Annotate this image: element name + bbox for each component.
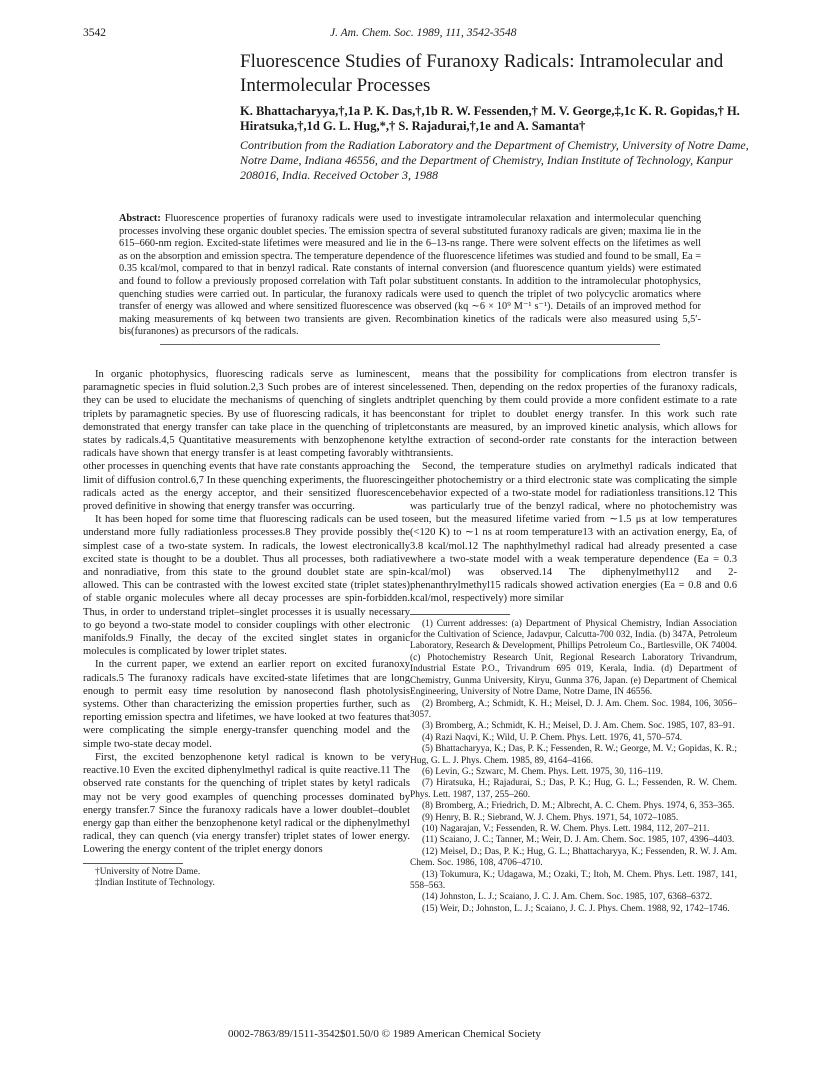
reference-item: (12) Meisel, D.; Das, P. K.; Hug, G. L.; Bhattacharyya, K.; Fessenden, R. W. J. Am. Chem. Soc. 1986, 108, 4706–4710. xyxy=(410,846,737,869)
body-paragraph: In organic photophysics, fluorescing radicals serve as luminescent, paramagnetic species in fluid solution.2,3 Such probes are of interest since they can be used to elucidate the mechanisms of quenching of singlets and triplets by paramagnetic species. By use of fluorescing radicals, it has been demonstrated that energy transfer can take place in the quenching of triplet states by radicals.4,5 Quantitative measurements with benzophenone ketyl radicals have shown that energy transfer is at least competing favorably with other processes in quenching events that have rate constants approaching the limit of diffusion control.6,7 In these quenching experiments, the fluorescing radicals acted as the energy acceptor, and their sensitized fluorescence proved definitive in showing that energy transfer was occurring. xyxy=(83,369,410,513)
reference-item: (10) Nagarajan, V.; Fessenden, R. W. Chem. Phys. Lett. 1984, 112, 207–211. xyxy=(422,823,710,834)
article-title: Fluorescence Studies of Furanoxy Radicals: Intramolecular and Intermolecular Processes xyxy=(240,51,724,96)
references-divider xyxy=(410,614,510,615)
footnote: †University of Notre Dame. xyxy=(95,866,201,877)
reference-item: (3) Bromberg, A.; Schmidt, K. H.; Meisel, D. J. Am. Chem. Soc. 1985, 107, 83–91. xyxy=(422,721,735,732)
reference-item: (15) Weir, D.; Johnston, L. J.; Scaiano, J. C. J. Phys. Chem. 1988, 92, 1742–1746. xyxy=(422,903,730,914)
abstract-label: Abstract: xyxy=(119,213,161,224)
column-left xyxy=(83,368,410,889)
reference-item: (11) Scaiano, J. C.; Tanner, M.; Weir, D. J. Am. Chem. Soc. 1985, 107, 4396–4403. xyxy=(422,835,735,846)
body-paragraph: In the current paper, we extend an earlier report on excited furanoxy radicals.5 The furanoxy radicals have excited-state lifetimes that are long enough to permit easy time resolution by nanosecond flash photolysis systems. Other than characterizing the emission properties further, such as reporting emission spectra and lifetimes, we have looked at two features that were complicating the simple energy-transfer quenching model and the simple two-state decay model. xyxy=(83,659,410,750)
page-footer: 0002-7863/89/1511-3542$01.50/0 © 1989 American Chemical Society xyxy=(228,1028,541,1040)
abstract-text: Fluorescence properties of furanoxy radicals were used to investigate intramolecular relaxation and intermolecular quenching processes involving these organic doublet species. The emission spectra of several substituted furanoxy radicals are given; maxima lie in the 615–660-nm region. Excited-state lifetimes were measured and lie in the 6–13-ns range. There were solvent effects on the lifetimes as well as on the absorption and emission spectra. The temperature dependence of the fluorescence lifetimes was studied and found to be small, Ea = 0.35 kcal/mol, compared to that in benzyl radical. Rate constants of internal conversion (and fluorescence quantum yields) were estimated and found to follow a previously proposed correlation with Taft polar substituent constants. In addition to the intramolecular photophysics, quenching studies were carried out. In particular, the furanoxy radicals were used to quench the triplet of two polycyclic aromatics where transfer of energy was allowed and where sensitized fluorescence was observed (kq ∼6 × 10⁹ M⁻¹ s⁻¹). Details of an improved method for making measurements of kq between two transients are given. Recombination kinetics of the radicals were also measured using 5,5′-bis(furanones) as precursors of the radicals. xyxy=(119,213,702,338)
page-number: 3542 xyxy=(83,27,106,39)
reference-item: (6) Levin, G.; Szwarc, M. Chem. Phys. Lett. 1975, 30, 116–119. xyxy=(422,766,663,777)
reference-item: (5) Bhattacharyya, K.; Das, P. K.; Fessenden, R. W.; George, M. V.; Gopidas, K. R.; Hug, G. L. J. Phys. Chem. 1985, 89, 4164–4166. xyxy=(410,744,737,766)
body-paragraph: means that the possibility for complications from electron transfer is lessened. Then, depending on the redox properties of the furanoxy radicals, triplet quenching by them could provide a more confident estimate to a rate constant for triplet to doublet energy transfer. In this work such rate constants are measured, by an improved kinetic analysis, which allows for the extraction of second-order rate constants for the interaction between transients. xyxy=(410,369,737,460)
reference-item: (7) Hiratsuka, H.; Rajadurai, S.; Das, P. K.; Hug, G. L.; Fessenden, R. W. Chem. Phys. Lett. 1987, 137, 255–260. xyxy=(410,778,737,800)
journal-header: J. Am. Chem. Soc. 1989, 111, 3542-3548 xyxy=(330,27,517,39)
author-list: K. Bhattacharyya,†,1a P. K. Das,†,1b R. W. Fessenden,† M. V. George,‡,1c K. R. Gopidas,† H. Hiratsuka,†,1d G. L. Hug,*,† S. Rajadurai,†,1e and A. Samanta† xyxy=(240,104,740,133)
footnote-divider xyxy=(83,863,183,864)
column-right xyxy=(410,368,737,915)
affiliation: Contribution from the Radiation Laboratory and the Department of Chemistry, University of Notre Dame, Notre Dame, Indiana 46556, and the Department of Chemistry, Indian Institute of Technology, Kanpur 208016, India. Received October 3, 1988 xyxy=(240,138,749,182)
reference-item: (14) Johnston, L. J.; Scaiano, J. C. J. Am. Chem. Soc. 1985, 107, 6368–6372. xyxy=(422,892,713,903)
reference-item: (4) Razi Naqvi, K.; Wild, U. P. Chem. Phys. Lett. 1976, 41, 570–574. xyxy=(422,732,683,743)
reference-item: (13) Tokumura, K.; Udagawa, M.; Ozaki, T.; Itoh, M. Chem. Phys. Lett. 1987, 141, 558–563. xyxy=(410,869,737,891)
body-paragraph: First, the excited benzophenone ketyl radical is known to be very reactive.10 Even the excited diphenylmethyl radical is quite reactive.11 The observed rate constants for the quenching of triplet states by ketyl radicals may not be very good examples of quenching processes dominated by energy transfer.7 Since the furanoxy radicals have a lower doublet–doublet energy gap than either the benzophenone ketyl radical or the diphenylmethyl radical, they can quench (via energy transfer) triplet states of lower energy. Lowering the energy content of the triplet energy donors xyxy=(83,751,410,856)
body-paragraph: Second, the temperature studies on arylmethyl radicals indicated that either photochemistry or a third electronic state was complicating the simple behavior expected of a two-state model for radiationless transitions.12 This was particularly true of the benzyl radical, where no photochemistry was seen, but the measured lifetime varied from ∼1.5 μs at low temperatures (<120 K) to ∼1 ns at room temperature13 with an activation energy, Ea, of 3.8 kcal/mol.12 The naphthylmethyl radical had already presented a case where a two-state model with a weak temperature dependence (Ea = 0.3 kcal/mol) was observed.14 The diphenylmethyl12 and 2-phenanthrylmethyl15 radicals showed activation energies (Ea = 0.8 and 0.6 kcal/mol, respectively) more similar xyxy=(410,461,737,605)
reference-item: (1) Current addresses: (a) Department of Physical Chemistry, Indian Association for the Cultivation of Science, Jadavpur, Calcutta-700 032, India. (b) 347A, Petroleum Laboratory, Research & Development, Phillips Petroleum Co., Bartlesville, OK 74004. (c) Photochemistry Research Unit, Regional Research Laboratory Trivandrum, Industrial Estate P.O., Trivandrum 695 019, Kerala, India. (d) Department of Chemistry, Gunma University, Kiryu, Gunma 376, Japan. (e) Department of Chemical Engineering, University of Notre Dame, Notre Dame, IN 46556. xyxy=(410,618,737,698)
reference-item: (8) Bromberg, A.; Friedrich, D. M.; Albrecht, A. C. Chem. Phys. 1974, 6, 353–365. xyxy=(422,801,735,812)
abstract xyxy=(119,213,701,339)
reference-item: (2) Bromberg, A.; Schmidt, K. H.; Meisel, D. J. Am. Chem. Soc. 1984, 106, 3056–3057. xyxy=(410,698,737,720)
reference-item: (9) Henry, B. R.; Siebrand, W. J. Chem. Phys. 1971, 54, 1072–1085. xyxy=(422,812,679,823)
footnote: ‡Indian Institute of Technology. xyxy=(95,877,215,888)
body-paragraph: It has been hoped for some time that fluorescing radicals can be used to understand more fully radiationless processes.8 They provide possibly the simplest case of a two-state system. In radicals, the lowest electronically excited state is thought to be a doublet. Thus all processes, both radiative and nonradiative, from this state to the ground doublet state are spin-allowed. This can be contrasted with the lowest excited state (triplet states) of stable organic molecules where all decay processes are spin-forbidden. Thus, in order to understand triplet–singlet processes it is usually necessary to go beyond a two-state model to consider couplings with other electronic manifolds.9 Finally, the decay of the excited singlet states in organic molecules is complicated by lower triplet states. xyxy=(83,514,410,658)
section-divider xyxy=(160,344,660,345)
